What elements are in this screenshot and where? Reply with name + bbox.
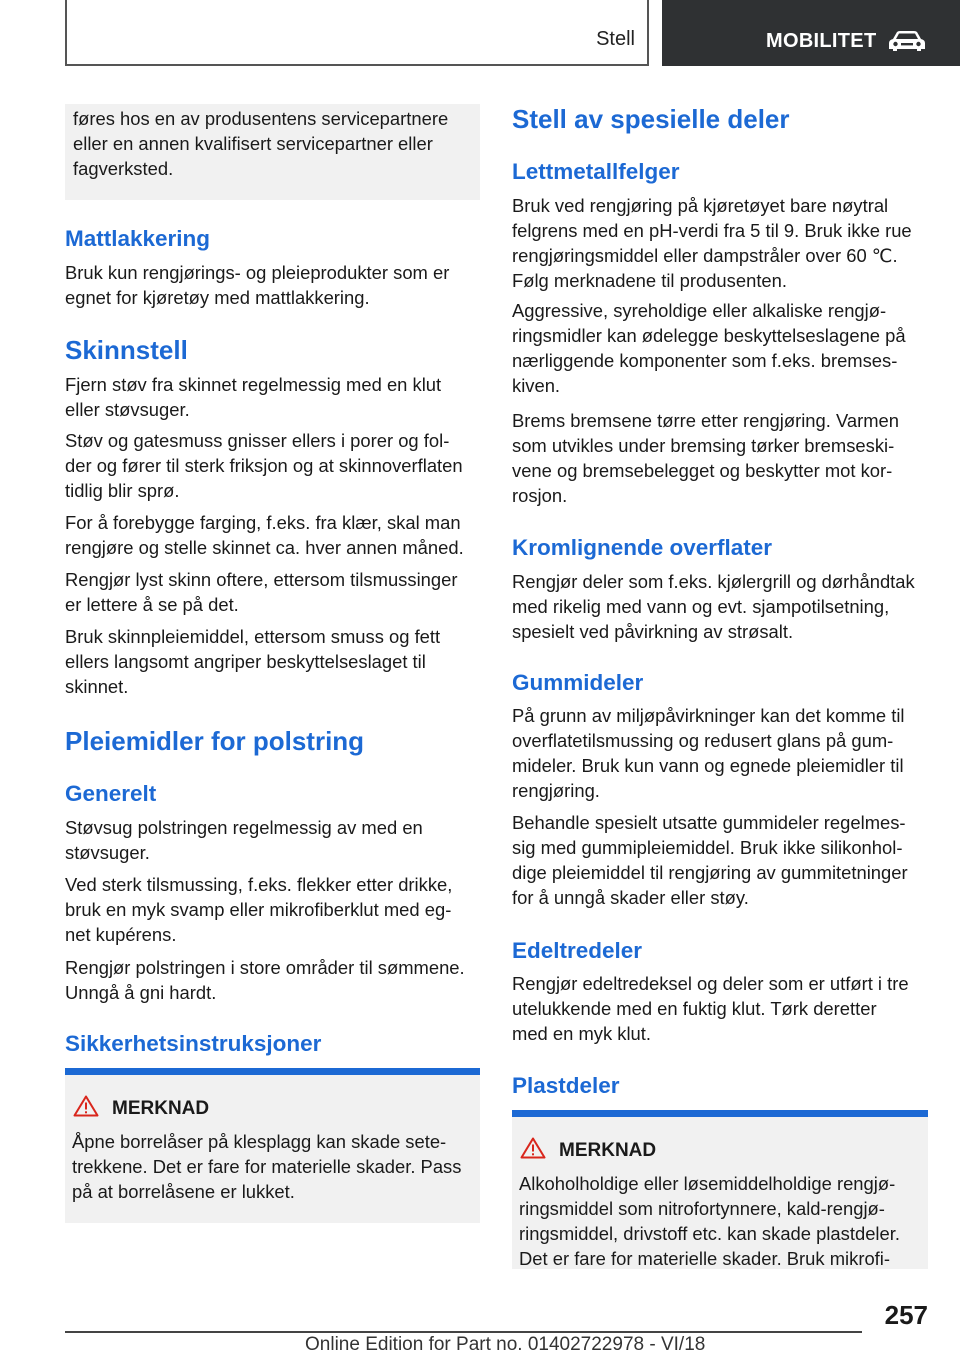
heading-plastdeler: Plastdeler [512, 1073, 620, 1098]
heading-lettmetallfelger: Lettmetallfelger [512, 159, 680, 184]
header-section-box [65, 0, 649, 66]
skinnstell-text-2: Støv og gatesmuss gnisser ellers i porer og fol- der og fører til sterk friksjon og at skinnoverflaten tidlig blir sprø. [65, 430, 463, 501]
generelt-text-2: Ved sterk tilsmussing, f.eks. flekker etter drikke, bruk en myk svamp eller mikrofiberklut med eg- net kupérens. [65, 874, 453, 945]
heading-edeltredeler: Edeltredeler [512, 938, 643, 963]
warning-icon [73, 1095, 99, 1117]
note-text: Åpne borrelåser på klesplagg kan skade sete- trekkene. Det er fare for materielle skader. Pass på at borrelåsene er lukket. [72, 1131, 462, 1202]
header-section-title: Stell [596, 28, 635, 50]
lettmetall-text-3: Brems bremsene tørre etter rengjøring. Varmen som utvikles under bremsing tørker bremseski- vene og bremsebelegget og beskytter mot kor- rosjon. [512, 410, 900, 506]
footer-rule [65, 1331, 862, 1333]
note-bar [65, 1068, 480, 1075]
heading-pleiemidler-polstring: Pleiemidler for polstring [65, 726, 365, 756]
note-label: MERKNAD [112, 1098, 210, 1119]
car-icon [888, 30, 926, 52]
lettmetall-text-1: Bruk ved rengjøring på kjøretøyet bare nøytral felgrens med en pH-verdi fra 5 til 9. Bruk ikke rue rengjøringsmiddel eller dampstråler over 60 ℃. Følg merknadene til produsenten. [512, 195, 912, 291]
page-number: 257 [884, 1300, 928, 1330]
continued-note-text: føres hos en av produsentens servicepartnere eller en annen kvalifisert servicepartner eller fagverksted. [73, 108, 449, 179]
header-chapter-tab [662, 0, 960, 66]
note-box-merknad [512, 1117, 928, 1269]
warning-icon [520, 1137, 546, 1159]
gummi-text-1: På grunn av miljøpåvirkninger kan det komme til overflatetilsmussing og redusert glans på gum- mideler. Bruk kun vann og egnede pleiemidler til rengjøring. [512, 705, 905, 801]
note-bar [512, 1110, 928, 1117]
heading-generelt: Generelt [65, 781, 157, 806]
skinnstell-text-4: Rengjør lyst skinn oftere, ettersom tilsmussinger er lettere å se på det. [65, 569, 458, 615]
heading-gummideler: Gummideler [512, 670, 644, 695]
note-label: MERKNAD [559, 1140, 657, 1161]
heading-skinnstell: Skinnstell [65, 335, 188, 365]
heading-mattlakkering: Mattlakkering [65, 226, 211, 251]
header-chapter-title: MOBILITET [766, 30, 877, 52]
lettmetall-text-2: Aggressive, syreholdige eller alkaliske rengjø- ringsmidler kan ødelegge beskyttelseslagene på nærliggende komponenter som f.eks. bremses- kiven. [512, 300, 906, 396]
note-box-merknad [65, 1075, 480, 1223]
heading-sikkerhetsinstruksjoner: Sikkerhetsinstruksjoner [65, 1031, 322, 1056]
skinnstell-text-5: Bruk skinnpleiemiddel, ettersom smuss og fett ellers langsomt angriper beskyttelseslaget til skinnet. [65, 626, 441, 697]
krom-text: Rengjør deler som f.eks. kjølergrill og dørhåndtak med rikelig med vann og evt. sjampotilsetning, spesielt ved påvirkning av strøsalt. [512, 571, 915, 642]
continued-note-box [65, 104, 480, 200]
heading-kromlignende-overflater: Kromlignende overflater [512, 535, 773, 560]
edel-text: Rengjør edeltredeksel og deler som er utført i tre utelukkende med en fuktig klut. Tørk deretter med en myk klut. [512, 973, 909, 1044]
footer-edition: Online Edition for Part no. 01402722978 - VI/18 [305, 1334, 706, 1355]
heading-stell-spesielle-deler: Stell av spesielle deler [512, 104, 790, 134]
generelt-text-3: Rengjør polstringen i store områder til sømmene. Unngå å gni hardt. [65, 957, 465, 1003]
note-text: Alkoholholdige eller løsemiddelholdige rengjø- ringsmiddel som nitrofortynnere, kald-rengjø- ringsmiddel, drivstoff etc. kan skade plastdeler. Det er fare for materielle skader. Bruk mikrofi- [519, 1173, 900, 1269]
skinnstell-text-1: Fjern støv fra skinnet regelmessig med en klut eller støvsuger. [65, 374, 442, 420]
mattlakkering-text: Bruk kun rengjørings- og pleieprodukter som er egnet for kjøretøy med mattlakkering. [65, 262, 450, 308]
skinnstell-text-3: For å forebygge farging, f.eks. fra klær, skal man rengjøre og stelle skinnet ca. hver annen måned. [65, 512, 464, 558]
gummi-text-2: Behandle spesielt utsatte gummideler regelmes- sig med gummipleiemiddel. Bruk ikke silikonhol- dige pleiemiddel til rengjøring av gummitetninger for å unngå skader eller støy. [512, 812, 908, 908]
generelt-text-1: Støvsug polstringen regelmessig av med en støvsuger. [65, 817, 423, 863]
